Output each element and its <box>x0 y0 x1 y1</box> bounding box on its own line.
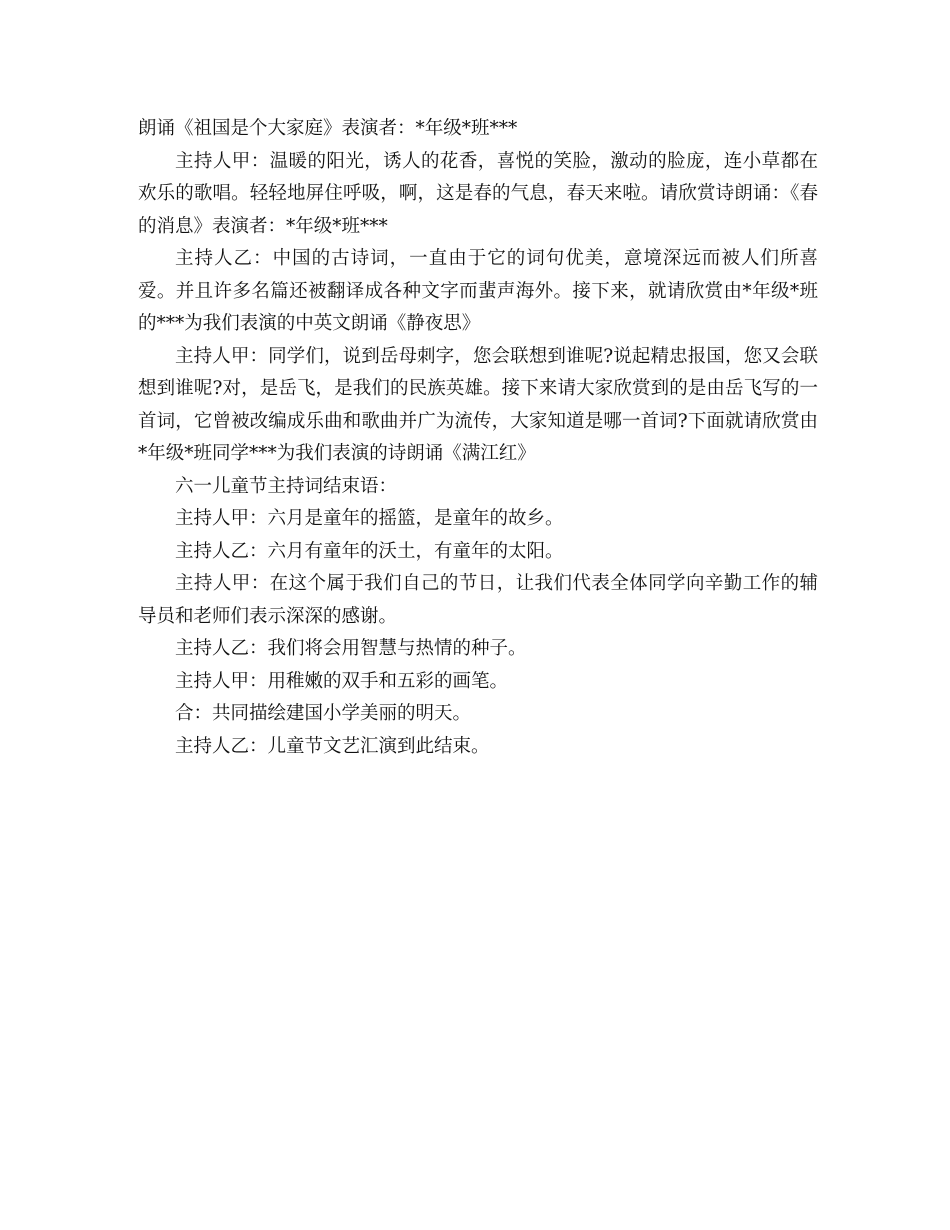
paragraph-closing-heading: 六一儿童节主持词结束语： <box>175 475 398 497</box>
paragraph-host-b-end: 主持人乙：儿童节文艺汇演到此结束。 <box>175 735 490 757</box>
paragraph-host-a-spring: 主持人甲：温暖的阳光，诱人的花香，喜悦的笑脸，激动的脸庞，连小草都在欢乐的歌唱。轻轻地屏住呼吸，啊，这是春的气息，春天来啦。请欣赏诗朗诵：《春的消息》表演者：*年级*班*** <box>138 150 818 237</box>
document-body <box>138 113 818 763</box>
paragraph-host-a-yuefei: 主持人甲：同学们，说到岳母刺字，您会联想到谁呢?说起精忠报国，您又会联想到谁呢?对，是岳飞，是我们的民族英雄。接下来请大家欣赏到的是由岳飞写的一首词，它曾被改编成乐曲和歌曲并广为流传，大家知道是哪一首词?下面就请欣赏由*年级*班同学***为我们表演的诗朗诵《满江红》 <box>138 345 818 464</box>
paragraph-host-a-june-cradle: 主持人甲：六月是童年的摇篮，是童年的故乡。 <box>175 508 564 529</box>
paragraph-host-b-seeds: 主持人乙：我们将会用智慧与热情的种子。 <box>175 638 527 659</box>
paragraph-together: 合：共同描绘建国小学美丽的明天。 <box>175 703 472 724</box>
paragraph-host-a-brushes: 主持人甲：用稚嫩的双手和五彩的画笔。 <box>175 670 509 692</box>
paragraph-host-a-thanks: 主持人甲：在这个属于我们自己的节日，让我们代表全体同学向辛勤工作的辅导员和老师们表示深深的感谢。 <box>138 573 818 627</box>
paragraph-host-b-june-soil: 主持人乙：六月有童年的沃土，有童年的太阳。 <box>175 540 564 562</box>
paragraph-recitation-line: 朗诵《祖国是个大家庭》表演者：*年级*班*** <box>138 118 518 139</box>
paragraph-host-b-poetry: 主持人乙：中国的古诗词，一直由于它的词句优美，意境深远而被人们所喜爱。并且许多名篇还被翻译成各种文字而蜚声海外。接下来，就请欣赏由*年级*班的***为我们表演的中英文朗诵《静夜思》 <box>138 248 818 334</box>
